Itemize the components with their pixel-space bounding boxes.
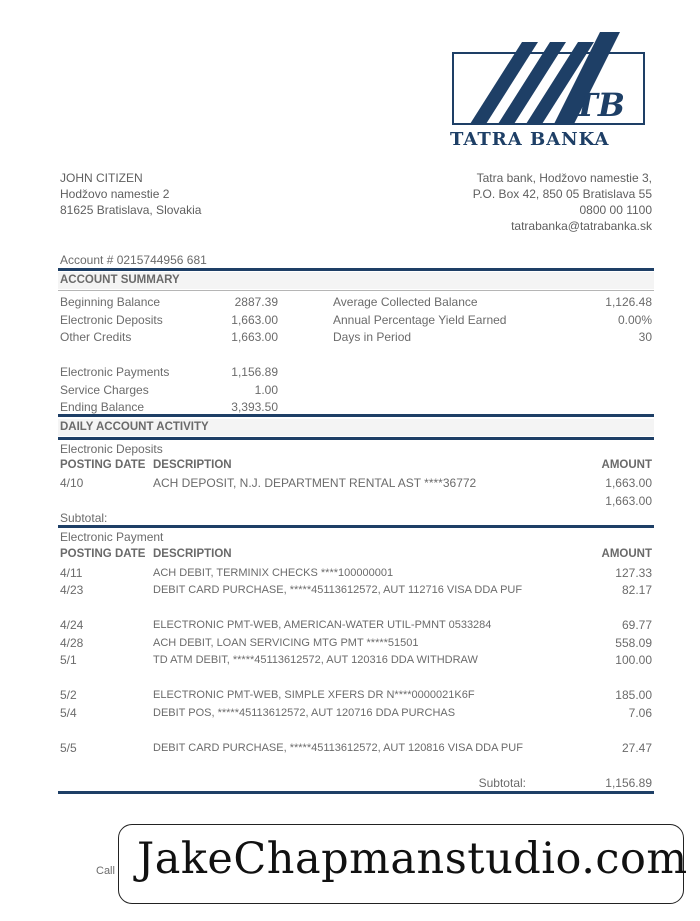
- summary-value: 1.00: [254, 383, 278, 397]
- description: TD ATM DEBIT, *****45113612572, AUT 120316 DDA WITHDRAW: [153, 654, 478, 666]
- divider: [58, 414, 654, 417]
- subtotal-label: Subtotal:: [478, 776, 526, 790]
- description: DEBIT CARD PURCHASE, *****45113612572, AUT 112716 VISA DDA PUF: [153, 584, 523, 596]
- section-title: ACCOUNT SUMMARY: [60, 274, 180, 286]
- posting-date: 5/1: [60, 653, 77, 667]
- amount-header: AMOUNT: [601, 459, 652, 471]
- watermark-text: JakeChapmanstudio.com: [137, 834, 688, 884]
- summary-value: 1,663.00: [231, 330, 278, 344]
- amount-header: AMOUNT: [601, 548, 652, 560]
- posting-date: 4/10: [60, 476, 84, 490]
- section-title: DAILY ACCOUNT ACTIVITY: [60, 421, 209, 433]
- summary-label: Electronic Payments: [60, 365, 170, 379]
- summary-label: Service Charges: [60, 383, 149, 397]
- customer-address-line: 81625 Bratislava, Slovakia: [60, 203, 202, 217]
- summary-label: Ending Balance: [60, 400, 145, 414]
- summary-value: 1,156.89: [231, 365, 278, 379]
- posting-date: 4/24: [60, 618, 84, 632]
- description: DEBIT POS, *****45113612572, AUT 120716 DDA PURCHAS: [153, 707, 456, 719]
- amount: 1,663.00: [605, 476, 652, 490]
- posting-date: 5/2: [60, 688, 77, 702]
- logo-initials: TB: [574, 86, 625, 124]
- description: ELECTRONIC PMT-WEB, SIMPLE XFERS DR N****0000021K6F: [153, 689, 475, 701]
- summary-value: 0.00%: [617, 313, 652, 327]
- customer-name: JOHN CITIZEN: [60, 171, 143, 185]
- summary-value: 1,126.48: [605, 295, 652, 309]
- divider: [58, 525, 654, 528]
- posting-date-header: POSTING DATE: [60, 548, 146, 560]
- summary-label: Days in Period: [333, 330, 412, 344]
- divider: [58, 437, 654, 440]
- summary-value: 2887.39: [234, 295, 278, 309]
- description: ACH DEPOSIT, N.J. DEPARTMENT RENTAL AST ****36772: [153, 476, 477, 490]
- payments-label: Electronic Payment: [60, 530, 164, 544]
- divider: [58, 791, 654, 794]
- divider: [58, 290, 654, 291]
- posting-date: 5/4: [60, 706, 77, 720]
- summary-value: 30: [638, 330, 652, 344]
- bank-address-line: P.O. Box 42, 850 05 Bratislava 55: [472, 187, 652, 201]
- posting-date: 5/5: [60, 741, 77, 755]
- posting-date: 4/11: [60, 566, 83, 580]
- amount: 558.09: [615, 636, 652, 650]
- amount: 82.17: [621, 583, 652, 597]
- bank-address-line: Tatra bank, Hodžovo namestie 3,: [476, 171, 652, 185]
- summary-label: Beginning Balance: [60, 295, 161, 309]
- divider: [58, 268, 654, 271]
- summary-label: Electronic Deposits: [60, 313, 163, 327]
- posting-date-header: POSTING DATE: [60, 459, 146, 471]
- call-text: Call: [96, 865, 115, 877]
- amount: 7.06: [628, 706, 652, 720]
- amount: 185.00: [615, 688, 652, 702]
- posting-date: 4/23: [60, 583, 84, 597]
- deposits-total: 1,663.00: [605, 494, 652, 508]
- summary-value: 3,393.50: [231, 400, 278, 414]
- amount: 100.00: [615, 653, 652, 667]
- logo-wordmark: TATRA BANKA: [450, 129, 610, 150]
- subtotal-label: Subtotal:: [60, 511, 108, 525]
- bank-phone: 0800 00 1100: [579, 203, 652, 217]
- account-number: Account # 0215744956 681: [60, 253, 207, 267]
- description: ACH DEBIT, TERMINIX CHECKS ****100000001: [153, 567, 394, 579]
- bank-email: tatrabanka@tatrabanka.sk: [511, 219, 652, 233]
- summary-label: Other Credits: [60, 330, 132, 344]
- description-header: DESCRIPTION: [153, 459, 232, 471]
- summary-label: Average Collected Balance: [333, 295, 478, 309]
- customer-address-line: Hodžovo namestie 2: [60, 187, 170, 201]
- payments-total: 1,156.89: [605, 776, 652, 790]
- amount: 27.47: [621, 741, 652, 755]
- description: ELECTRONIC PMT-WEB, AMERICAN-WATER UTIL-PMNT 0533284: [153, 619, 492, 631]
- customer-address: [60, 170, 201, 218]
- description: DEBIT CARD PURCHASE, *****45113612572, AUT 120816 VISA DDA PUF: [153, 742, 523, 754]
- bank-address: [473, 170, 652, 234]
- description-header: DESCRIPTION: [153, 548, 232, 560]
- summary-value: 1,663.00: [231, 313, 278, 327]
- posting-date: 4/28: [60, 636, 84, 650]
- account-summary-header: [58, 272, 654, 289]
- daily-activity-header: [58, 419, 654, 436]
- watermark-box: [118, 824, 688, 904]
- deposits-label: Electronic Deposits: [60, 442, 163, 456]
- summary-label: Annual Percentage Yield Earned: [333, 313, 507, 327]
- description: ACH DEBIT, LOAN SERVICING MTG PMT *****51501: [153, 637, 419, 649]
- amount: 69.77: [621, 618, 652, 632]
- amount: 127.33: [615, 566, 652, 580]
